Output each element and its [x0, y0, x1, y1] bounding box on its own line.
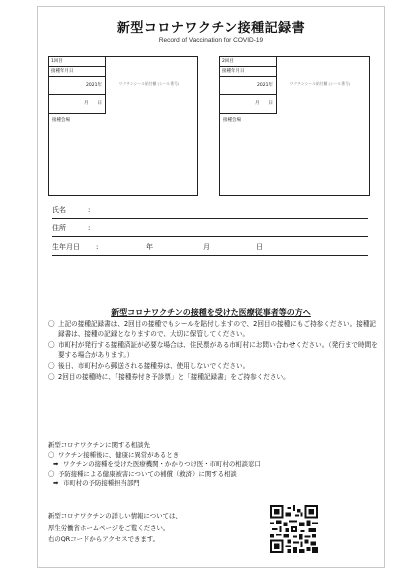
arrow-icon: ➡ [53, 479, 59, 487]
address-label: 住所 [52, 224, 66, 232]
birth-month-unit: 月 [203, 243, 210, 251]
consultation-answer-text: 市町村の予防接種担当部門 [63, 479, 140, 487]
name-field [52, 203, 368, 219]
notice-item-text: 市町村が発行する接種済証が必要な場合は、住民票がある市町村にお問い合わせください。（発行まで時間を要する場合があります。） [58, 341, 378, 359]
consultation-marker: 〇 [48, 450, 55, 459]
notice-item [48, 319, 380, 339]
dose1-date-label: 接種年月日 [49, 67, 105, 77]
dose1-month-day: 月 日 [84, 101, 102, 106]
dose2-sticker-note: ワクチンシール貼付欄 (シール番号) [289, 81, 351, 86]
dose1-sticker-note: ワクチンシール貼付欄 (シール番号) [118, 81, 180, 86]
consultation-question: 予防接種による健康被害についての補償（救済）に関する相談 [58, 469, 237, 478]
birth-year-unit: 年 [146, 243, 153, 251]
birth-day-unit: 日 [256, 243, 263, 251]
notice-item-text: 上記の接種記録書は、2回目の接種でもシールを貼付しますので、2回目の接種にもご持参ください。接種記録書は、接種の記録となりますので、大切に保管してください。 [58, 320, 377, 338]
dose2-box [219, 56, 370, 196]
name-colon: : [88, 206, 91, 214]
notice-marker: 〇 [48, 373, 55, 381]
dose1-label: 1回目 [49, 57, 105, 67]
notice-title: 新型コロナワクチンの接種を受けた医療従事者等の方へ [111, 308, 311, 317]
dose1-year: 2021年 [49, 77, 105, 95]
dose2-date-stamp [220, 57, 277, 114]
name-label: 氏名 [52, 206, 66, 214]
vaccination-record-card [37, 6, 385, 568]
footer-info [48, 511, 248, 546]
footer-line-1: 新型コロナワクチンの詳しい情報については、 [48, 512, 182, 520]
arrow-icon: ➡ [53, 460, 59, 468]
birthdate-colon: : [96, 243, 99, 251]
qr-code-icon[interactable] [270, 505, 318, 553]
footer-line-3: 右のQRコードからアクセスできます。 [48, 535, 160, 543]
consultation-answer-text: ワクチンの接種を受けた医療機関・かかりつけ医・市町村の相談窓口 [63, 460, 261, 468]
consultation-question: ワクチン接種後に、健康に異常があるとき [58, 450, 180, 459]
notice-marker: 〇 [48, 320, 55, 328]
birthdate-label: 生年月日 [52, 243, 80, 251]
consultation-item [48, 470, 378, 480]
dose1-date-stamp [49, 57, 106, 114]
address-colon: : [88, 224, 91, 232]
card-subtitle: Record of Vaccination for COVID-19 [158, 37, 264, 44]
card-title: 新型コロナワクチン接種記録書 [116, 21, 306, 36]
notice-item [48, 372, 380, 382]
notice-item-text: 2回目の接種時に、「接種券付き予診票」と「接種記録書」をご持参ください。 [58, 373, 290, 381]
notice-list [48, 319, 380, 383]
consultation-title: 新型コロナワクチンに関する相談先 [48, 441, 150, 449]
notice-item-text: 後日、市町村から郵送される接種券は、使用しないでください。 [58, 362, 250, 370]
notice-marker: 〇 [48, 341, 55, 349]
dose2-date-label: 接種年月日 [220, 67, 276, 77]
consultation-item [48, 451, 378, 461]
notice-marker: 〇 [48, 362, 55, 370]
footer-line-2: 厚生労働省ホームページをご覧ください。 [48, 523, 170, 532]
consultation-section [48, 441, 378, 489]
address-field [52, 221, 368, 237]
birthdate-field [52, 240, 368, 256]
dose2-institution-label: 接種会場 [223, 118, 241, 123]
consultation-answer [48, 460, 378, 470]
dose2-label: 2回目 [220, 57, 276, 67]
dose2-month-day: 月 日 [255, 101, 273, 106]
dose1-institution-label: 接種会場 [52, 118, 70, 123]
dose2-year: 2021年 [220, 77, 276, 95]
consultation-marker: 〇 [48, 469, 55, 478]
dose1-box [48, 56, 198, 196]
consultation-answer [48, 479, 378, 489]
notice-item [48, 340, 380, 360]
notice-item [48, 361, 380, 371]
